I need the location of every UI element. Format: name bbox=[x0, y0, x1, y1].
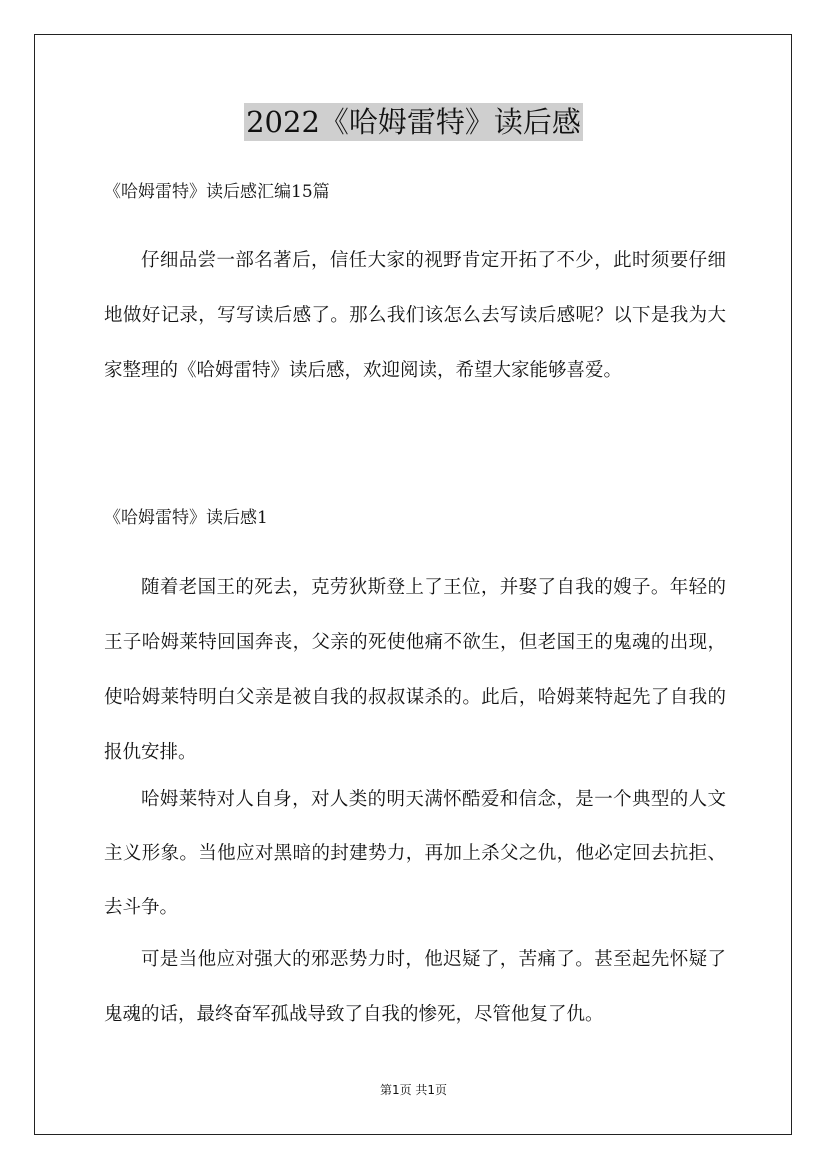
body-paragraph-2: 哈姆莱特对人自身，对人类的明天满怀酷爱和信念，是一个典型的人文主义形象。当他应对黑暗的封建势力，再加上杀父之仇，他必定回去抗拒、去斗争。 bbox=[104, 789, 726, 918]
body-paragraph-1: 随着老国王的死去，克劳狄斯登上了王位，并娶了自我的嫂子。年轻的王子哈姆莱特回国奔丧，父亲的死使他痛不欲生，但老国王的鬼魂的出现，使哈姆莱特明白父亲是被自我的叔叔谋杀的。此后，哈姆莱特起先了自我的报仇安排。 bbox=[104, 577, 726, 763]
document-title: 2022《哈姆雷特》读后感 bbox=[246, 105, 581, 139]
section-heading: 《哈姆雷特》读后感1 bbox=[104, 508, 268, 528]
page-footer: 第1页 共1页 bbox=[379, 1083, 448, 1097]
title-container bbox=[0, 103, 827, 141]
document-subtitle: 《哈姆雷特》读后感汇编15篇 bbox=[104, 182, 330, 202]
body-paragraph-3: 可是当他应对强大的邪恶势力时，他迟疑了，苦痛了。甚至起先怀疑了鬼魂的话，最终奋军孤战导致了自我的惨死，尽管他复了仇。 bbox=[104, 949, 726, 1025]
intro-paragraph: 仔细品尝一部名著后，信任大家的视野肯定开拓了不少，此时须要仔细地做好记录，写写读后感了。那么我们该怎么去写读后感呢？以下是我为大家整理的《哈姆雷特》读后感，欢迎阅读，希望大家能够喜爱。 bbox=[104, 250, 726, 381]
